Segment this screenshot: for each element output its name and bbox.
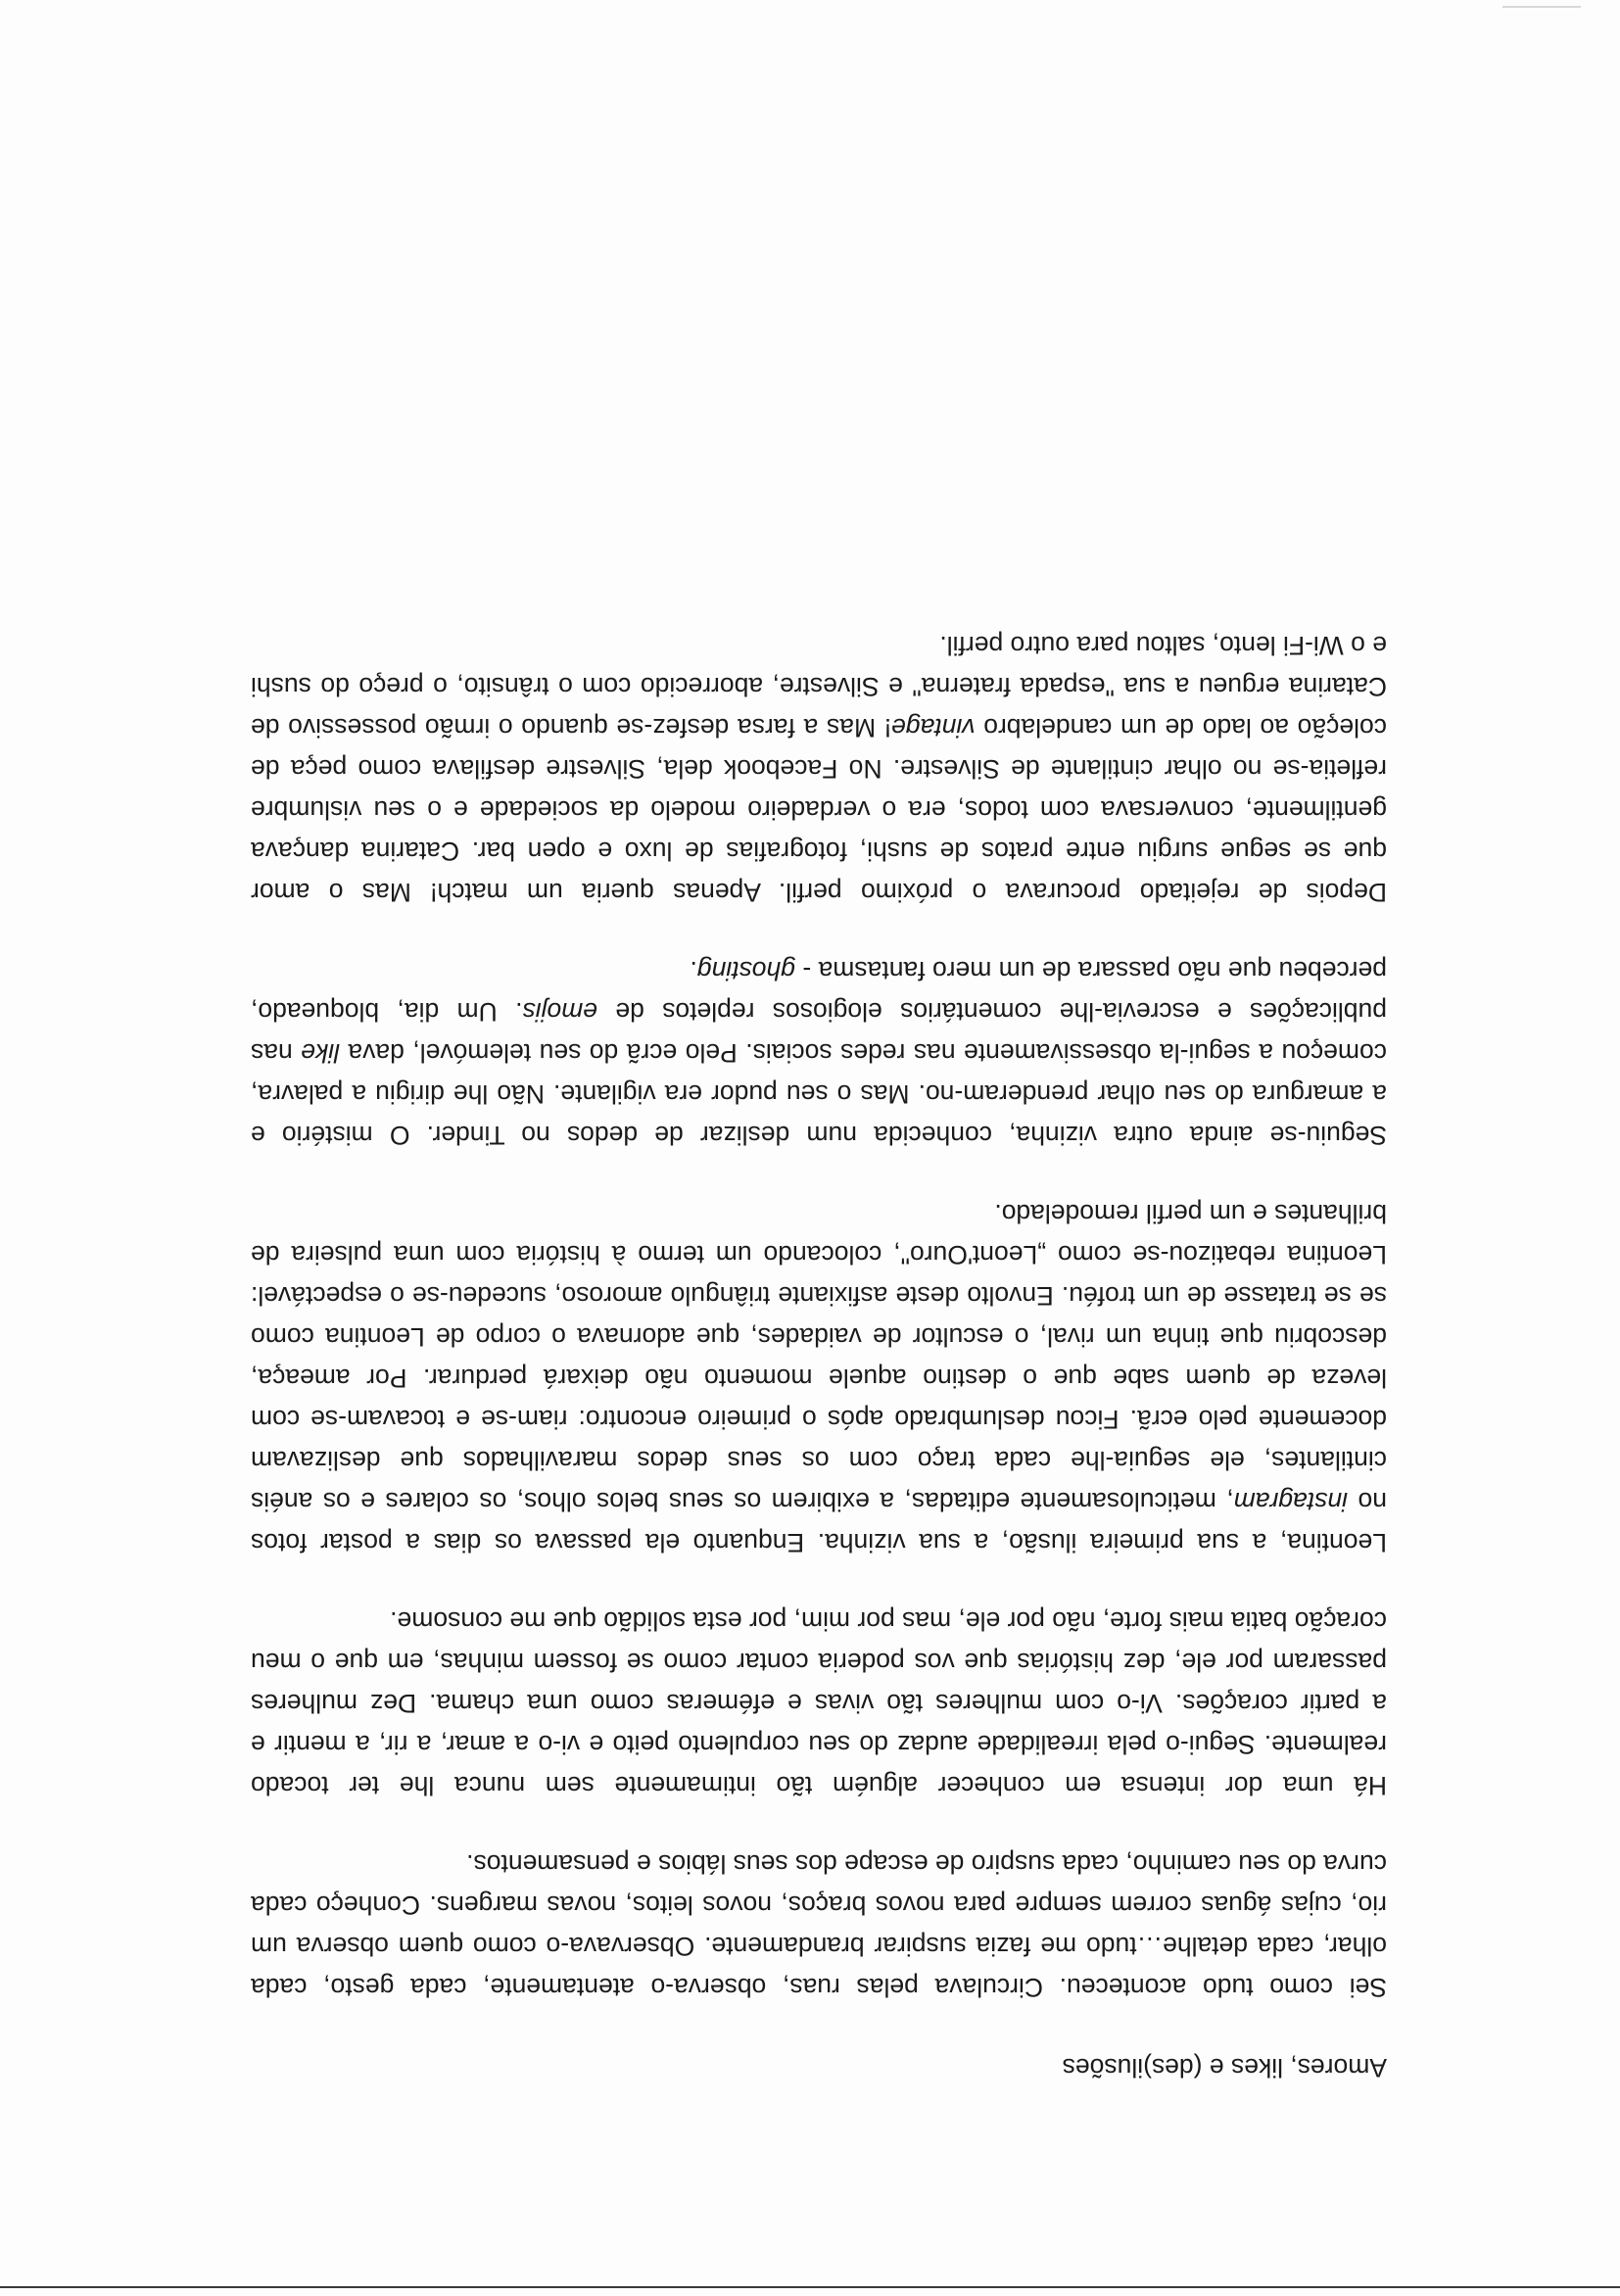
document-body xyxy=(251,588,1387,2088)
text-line: começou a segui-la obsessivamente nas redes sociais. Pelo ecrã do seu telemóvel, dava like nas xyxy=(251,1038,1387,1068)
text-line: a amargura do seu olhar prenderam-no. Mas o seu pudor era vigilante. Não lhe dirigiu a palavra, xyxy=(251,1079,1387,1109)
text-line: Sei como tudo aconteceu. Circulava pelas ruas, observa-o atentamente, cada gesto, cada xyxy=(251,1973,1387,2002)
text-line: Leontina, a sua primeira ilusão, a sua vizinha. Enquanto ela passava os dias a postar fotos xyxy=(251,1528,1387,1557)
text-line: descobriu que tinha um rival, o escultor de vaidades, que adornava o corpo de Leontina como xyxy=(251,1322,1387,1352)
paragraph xyxy=(251,1193,1387,1563)
text-line: e o Wi-Fi lento, saltou para outro perfil. xyxy=(939,631,1387,660)
text-line: Seguiu-se ainda outra vizinha, conhecida num deslizar de dedos no Tinder. O mistério e xyxy=(251,1121,1387,1150)
text-line: gentilmente, conversava com todos, era o verdadeiro modelo da sociedade e o seu vislumbre xyxy=(251,795,1387,825)
paragraph xyxy=(251,625,1387,913)
paragraph-list xyxy=(251,625,1387,2008)
text-line: docemente pelo ecrã. Ficou deslumbrado após o primeiro encontro: riam-se e tocavam-se com xyxy=(251,1405,1387,1434)
text-line: olhar, cada detalhe…tudo me fazia suspirar brandamente. Observava-o como quem observa um xyxy=(251,1932,1387,1961)
text-line: leveza de quem sabe que o destino aquele momento não deixará perdurar. Por ameaça, xyxy=(251,1363,1387,1393)
text-line: cintilantes, ele seguia-lhe cada traço com os seus dedos maravilhados que deslizavam xyxy=(251,1446,1387,1475)
scan-bottom-edge xyxy=(0,2286,1620,2288)
text-line: curva do seu caminho, cada suspiro de escape dos seus lábios e pensamentos. xyxy=(466,1849,1387,1879)
text-line: Depois de rejeitado procurava o próximo perfil. Apenas queria um match! Mas o amor xyxy=(251,878,1387,907)
text-line: no instagram, meticulosamente editadas, a exibirem os seus belos olhos, os colares e os anéis xyxy=(250,1487,1387,1516)
paragraph xyxy=(251,950,1387,1156)
text-line: Catarina ergueu a sua "espada fraterna" e Silvestre, aborrecido com o trânsito, o preço do sushi xyxy=(251,672,1387,701)
text-line: rio, cujas águas correm sempre para novos braços, novos leitos, novas margens. Conheço cada xyxy=(251,1890,1387,1920)
text-line: que se segue surgiu entre pratos de sushi, fotografias de luxo e open bar. Catarina dançava xyxy=(251,837,1387,866)
paragraph xyxy=(251,1601,1387,1806)
text-line: Há uma dor intensa em conhecer alguém tão intimamente sem nunca lhe ter tocado xyxy=(251,1771,1387,1800)
text-line: a partir corações. Vi-o com mulheres tão vivas e efémeras como uma chama. Dez mulheres xyxy=(251,1689,1387,1718)
text-line: percebeu que não passara de um mero fantasma - ghosting. xyxy=(690,956,1387,985)
text-line: coração batia mais forte, não por ele, mas por mim, por esta solidão que me consome. xyxy=(390,1606,1387,1636)
text-line: Leontina rebatizou-se como „Leont'Ouro", colocando um termo à história com uma pulseira de xyxy=(251,1240,1387,1269)
text-line: publicações e escrevia-lhe comentários elogiosos repletos de emojis. Um dia, bloqueado, xyxy=(250,997,1387,1027)
document-title: Amores, likes e (des)ilusões xyxy=(1062,2053,1387,2082)
text-line: realmente. Segui-o pela irrealidade audaz do seu corpulento peito e vi-o a amar, a rir, a mentir e xyxy=(251,1730,1387,1759)
text-line: refletia-se no olhar cintilante de Silvestre. No Facebook dela, Silvestre desfilava como peça de xyxy=(251,754,1387,784)
text-line: coleção ao lado de um candelabro vintage! Mas a farsa desfez-se quando o irmão possessivo de xyxy=(251,713,1387,742)
paragraph xyxy=(251,1843,1387,2008)
text-line: brilhantes e um perfil remodelado. xyxy=(994,1199,1387,1228)
text-line: se se tratasse de um troféu. Envolto deste asfixiante triângulo amoroso, sucedeu-se o espectável: xyxy=(251,1281,1387,1311)
text-line: passaram por ele, dez histórias que vos poderia contar como se fossem minhas, em que o meu xyxy=(251,1648,1387,1677)
